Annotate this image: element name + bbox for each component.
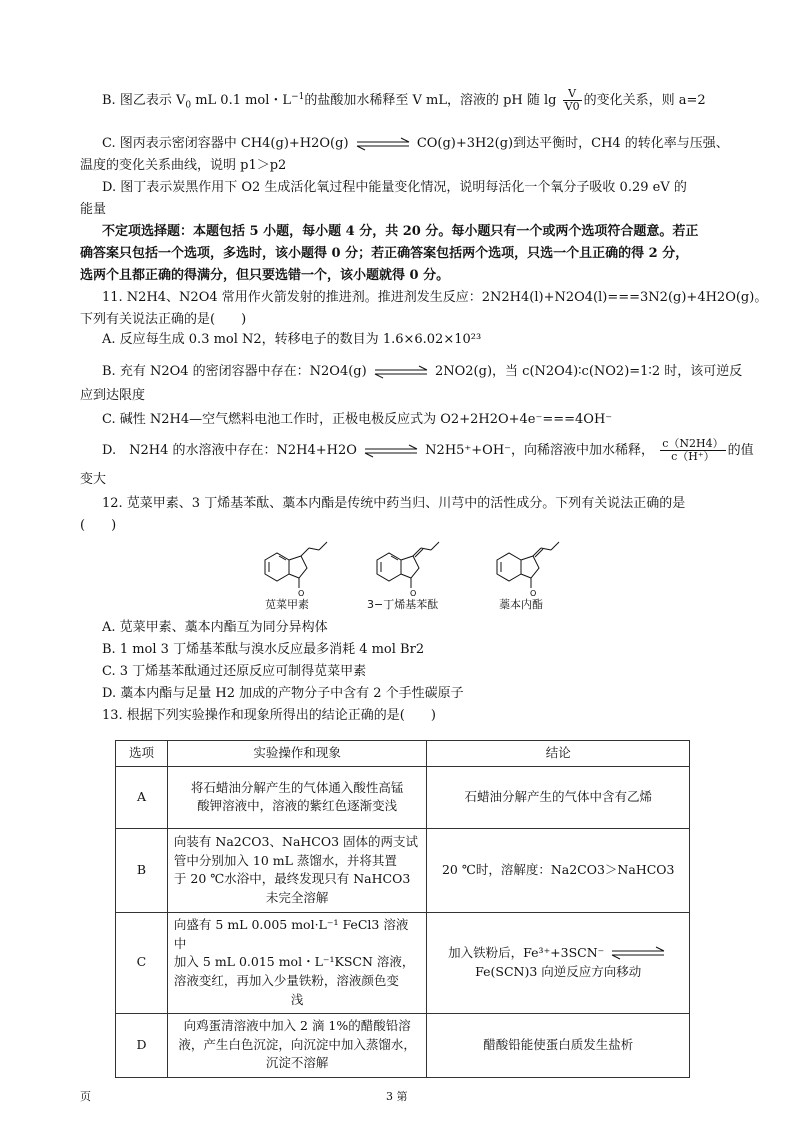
q12-option-d: D. 藁本内酯与足量 H2 加成的产物分子中含有 2 个手性碳原子 [102, 686, 464, 701]
q11-option-c: C. 碱性 N2H4—空气燃料电池工作时，正极电极反应式为 O2+2H2O+4e⁻===4OH⁻ [102, 412, 613, 427]
table-header-operation: 实验操作和现象 [167, 741, 427, 767]
q11-stem-1: 11. N2H4、N2O4 常用作火箭发射的推进剂。推进剂发生反应：2N2H4(l)+N2O4(l)===3N2(g)+4H2O(g)。 [102, 290, 768, 305]
table-header-option: 选项 [116, 741, 168, 767]
row-option: A [116, 766, 168, 828]
q11-d-text-3: 的值 [727, 443, 754, 459]
svg-text:O: O [530, 589, 537, 598]
row-option: C [116, 912, 168, 1013]
equilibrium-arrow-icon [355, 137, 411, 151]
q11-b-text-3: 应到达限度 [80, 388, 146, 403]
q10-c-text-1: C. 图丙表示密闭容器中 CH4(g)+H2O(g) [102, 136, 349, 151]
table-header-conclusion: 结论 [427, 741, 690, 767]
footer-left: 页 [80, 1090, 91, 1103]
molecule-1-icon [265, 542, 327, 588]
table-row [116, 912, 690, 1013]
row-option: B [116, 828, 168, 912]
q12-option-b: B. 1 mol 3 丁烯基苯酞与溴水反应最多消耗 4 mol Br2 [102, 642, 425, 657]
equilibrium-arrow-icon [363, 444, 419, 458]
table-header-row [116, 741, 690, 767]
q12-option-a: A. 苋菜甲素、藁本内酯互为同分异构体 [102, 620, 328, 635]
q11-option-b [80, 362, 742, 382]
q10-d-text-2: 能量 [80, 202, 107, 217]
molecule-structures-icon [255, 538, 585, 598]
svg-text:O: O [410, 589, 417, 598]
footer-page-number: 3 第 [386, 1090, 408, 1103]
q12-stem-2: ( ) [80, 518, 117, 533]
molecule-3-icon [497, 542, 559, 588]
molecule-name-1: 苋菜甲素 [265, 598, 309, 611]
q11-d-text-1: D. N2H4 的水溶液中存在：N2H4+H2O [102, 443, 357, 459]
q10-b-text-4: 的变化关系，则 a=2 [583, 93, 706, 109]
q11-b-text-1: B. 充有 N2O4 的密闭容器中存在：N2O4(g) [102, 364, 367, 379]
q10-option-b: B. 图乙表示 $V_0$ mL 0.1 mol・$L^{-1}$的盐酸加水稀释至 V mL，溶液的 pH 随 lg $\frac{V}{V0}$ 的变化关系，则 a=2 [102, 87, 706, 114]
q12-structures [255, 538, 585, 613]
molecule-2-icon [377, 542, 439, 588]
q10-b-text-2: mL 0.1 mol・L [191, 93, 292, 109]
q11-option-a: A. 反应每生成 0.3 mol N2，转移电子的数目为 1.6×6.02×10²³ [102, 332, 482, 347]
row-operation: 向装有 Na2CO3、NaHCO3 固体的两支试 管中分别加入 10 mL 蒸馏水，并将其置 于 20 ℃水浴中，最终发现只有 NaHCO3 未完全溶解 [167, 828, 427, 912]
equilibrium-arrow-icon [373, 365, 429, 379]
q10-option-c [80, 134, 742, 154]
row-operation: 向鸡蛋清溶液中加入 2 滴 1%的醋酸铅溶 液，产生白色沉淀，向沉淀中加入蒸馏水， 沉淀不溶解 [167, 1013, 427, 1077]
q11-d-text-2: N2H5⁺+OH⁻，向稀溶液中加水稀释， [425, 443, 655, 459]
q10-c-text-2: CO(g)+3H2(g)到达平衡时，CH4 的转化率与压强、 [416, 136, 729, 151]
equilibrium-arrow-icon [610, 946, 666, 960]
table-row [116, 828, 690, 912]
q11-stem-2: 下列有关说法正确的是( ) [80, 312, 247, 327]
q12-stem-1: 12. 苋菜甲素、3 丁烯基苯酞、藁本内酯是传统中药当归、川芎中的活性成分。下列有关说法正确的是 [102, 496, 686, 511]
section-instructions-3: 选两个且都正确的得满分，但只要选错一个，该小题就得 0 分。 [80, 268, 450, 283]
svg-text:O: O [298, 589, 305, 598]
q11-d-fraction: $\frac{c(N2H4)}{c(H^+)}$ [662, 437, 724, 464]
row-conclusion: 加入铁粉后，Fe³⁺+3SCN⁻ Fe(SCN)3 向逆反应方向移动 [427, 912, 690, 1013]
q10-b-text-3: 的盐酸加水稀释至 V mL，溶液的 pH 随 lg [304, 93, 557, 109]
q13-stem: 13. 根据下列实验操作和现象所得出的结论正确的是( ) [102, 708, 436, 723]
section-instructions-1: 不定项选择题：本题包括 5 小题，每小题 4 分，共 20 分。每小题只有一个或两个选项符合题意。若正 [102, 224, 699, 239]
row-option: D [116, 1013, 168, 1077]
table-row [116, 766, 690, 828]
q11-b-text-2: 2NO2(g)，当 c(N2O4)∶c(NO2)=1∶2 时，该可逆反 [434, 364, 743, 379]
q10-c-text-3: 温度的变化关系曲线，说明 p1＞p2 [80, 158, 287, 173]
row-operation: 将石蜡油分解产生的气体通入酸性高锰 酸钾溶液中，溶液的紫红色逐渐变浅 [167, 766, 427, 828]
q11-option-d [80, 437, 754, 464]
section-instructions-2: 确答案只包括一个选项，多选时，该小题得 0 分；若正确答案包括两个选项，只选一个且正确的得 2 分， [80, 246, 689, 261]
row-operation: 向盛有 5 mL 0.005 mol·L⁻¹ FeCl3 溶液中 加入 5 mL 0.015 mol・L⁻¹KSCN 溶液， 溶液变红，再加入少量铁粉，溶液颜色变 浅 [167, 912, 427, 1013]
q13-table [115, 740, 690, 1078]
molecule-name-3: 藁本内酯 [499, 598, 543, 611]
row-conclusion: 石蜡油分解产生的气体中含有乙烯 [427, 766, 690, 828]
q10-b-fraction: $\frac{V}{V0}$ [564, 87, 580, 114]
q10-b-text-1: B. 图乙表示 V [102, 93, 186, 109]
q12-option-c: C. 3 丁烯基苯酞通过还原反应可制得苋菜甲素 [102, 664, 367, 679]
row-conclusion: 醋酸铅能使蛋白质发生盐析 [427, 1013, 690, 1077]
table-row [116, 1013, 690, 1077]
row-conclusion: 20 ℃时，溶解度：Na2CO3＞NaHCO3 [427, 828, 690, 912]
q11-d-text-4: 变大 [80, 472, 107, 487]
q10-d-text-1: D. 图丁表示炭黑作用下 O2 生成活化氧过程中能量变化情况，说明每活化一个氧分子吸收 0.29 eV 的 [102, 180, 687, 195]
molecule-name-2: 3−丁烯基苯酞 [367, 598, 439, 611]
